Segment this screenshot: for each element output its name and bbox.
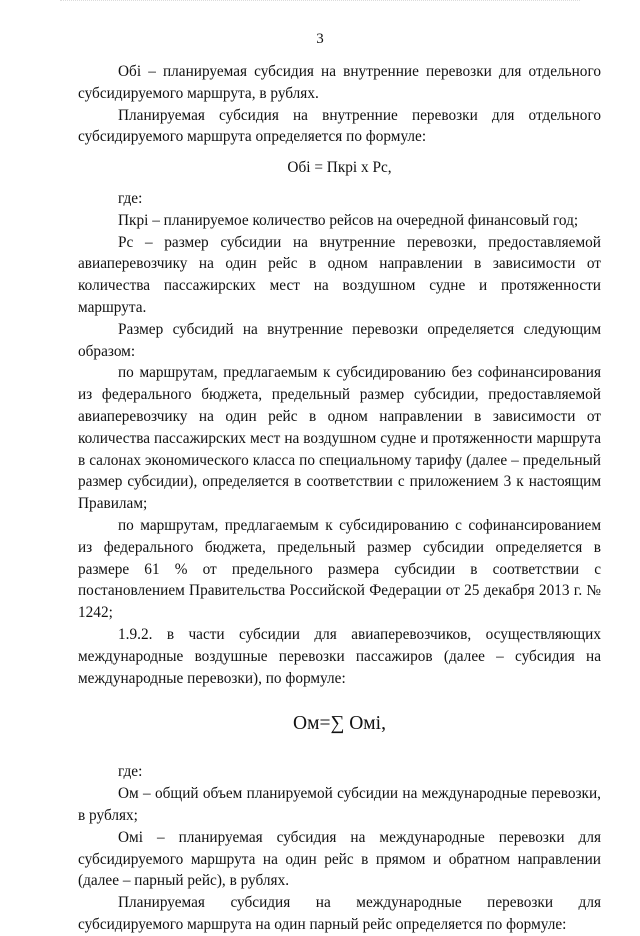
paragraph: 1.9.2. в части субсидии для авиаперевозчиков, осуществляющих международные воздушные перевозки пассажиров (далее – субсидия на международные перевозки), по формуле: [78,625,601,687]
paragraph: Ом – общий объем планируемой субсидии на международные перевозки, в рублях; [78,785,601,824]
paragraph: Планируемая субсидия на международные перевозки для субсидируемого маршрута на один парный рейс определяется по формуле: [78,894,601,933]
paragraph: Планируемая субсидия на внутренние перевозки для отдельного субсидируемого маршрута определяется по формуле: [78,106,601,146]
paragraph: Пкрi – планируемое количество рейсов на очередной финансовый год; [118,211,579,229]
document-body [78,61,601,936]
paragraph-where: где: [118,189,143,207]
paragraph-where: где: [118,763,143,781]
scan-artifact [60,0,580,6]
paragraph: по маршрутам, предлагаемым к субсидированию с софинансированием из федерального бюджета, предельный размер субсидии определяется в размере 61 % от предельного размера субсидии в соответствии с постановлением Правительства Российской Федерации от 25 декабря 2013 г. № 1242; [78,516,601,622]
paragraph: Обi – планируемая субсидия на внутренние перевозки для отдельного субсидируемого маршрута, в рублях. [78,63,601,102]
paragraph: Рс – размер субсидии на внутренние перевозки, предоставляемой авиаперевозчику на один рейс в одном направлении в зависимости от количества пассажирских мест на воздушном судне и протяженности маршрута. [78,233,601,316]
paragraph: Омi – планируемая субсидия на международные перевозки для субсидируемого маршрута на один рейс в прямом и обратном направлении (далее – парный рейс), в рублях. [78,828,601,890]
paragraph: по маршрутам, предлагаемым к субсидированию без софинансирования из федерального бюджета, предельный размер субсидии, предоставляемой авиаперевозчику на один рейс в одном направлении в зависимости от количества пассажирских мест на воздушном судне и протяженности маршрута в салонах экономического класса по специальному тарифу (далее – предельный размер субсидии), определяется в соответствии с приложением 3 к настоящим Правилам; [78,364,601,513]
page-number: 3 [316,31,324,47]
paragraph: Размер субсидий на внутренние перевозки определяется следующим образом: [78,320,601,360]
formula-om: Ом=∑ Омi, [293,713,386,735]
formula-obi: Обi = Пкрi х Рс, [287,159,392,177]
